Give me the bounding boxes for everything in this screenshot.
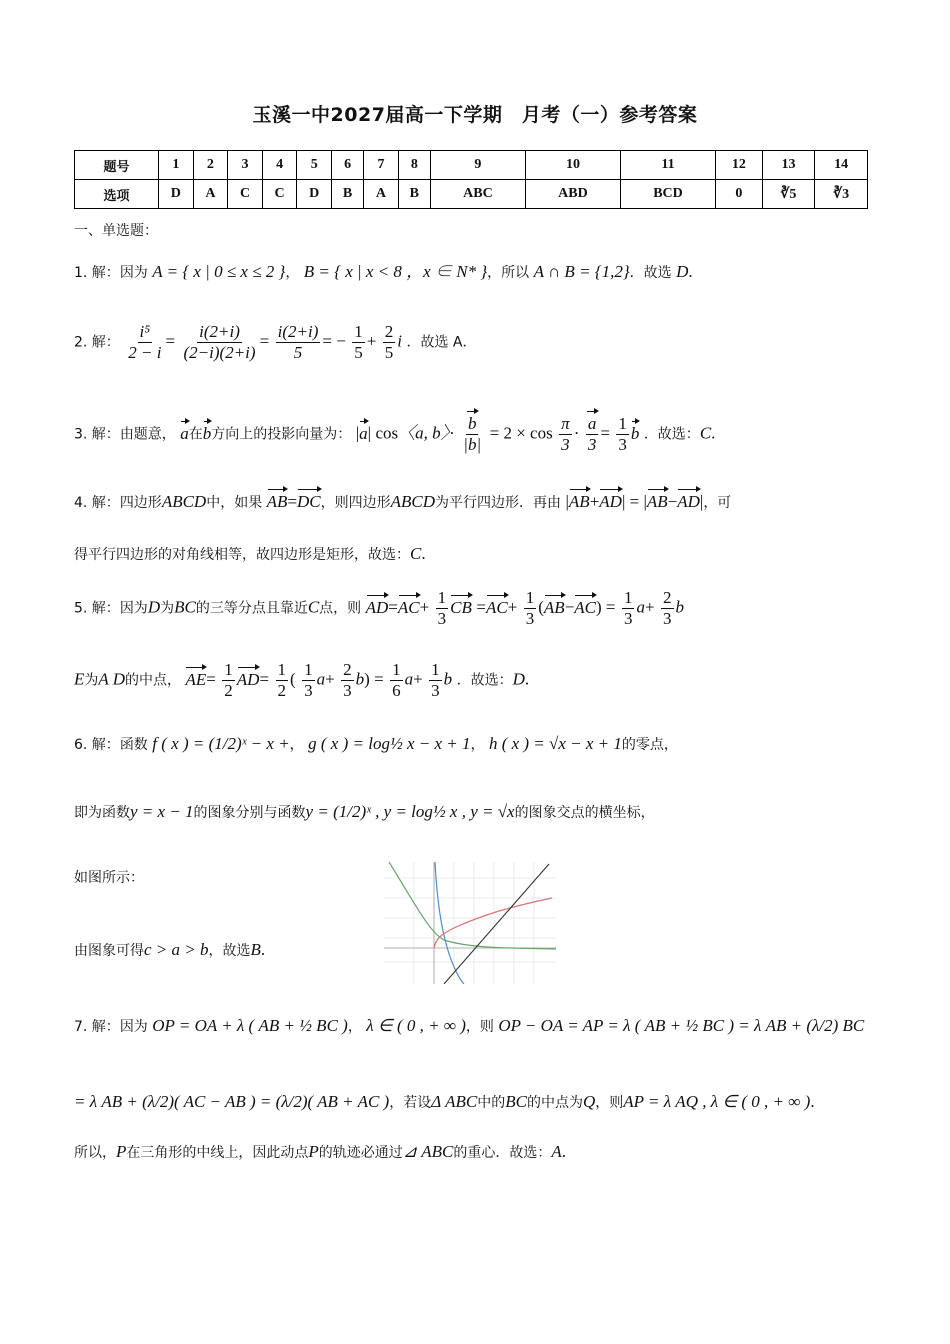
section-title: 一、单选题： — [74, 223, 158, 239]
q6-text: 的图象交点的横坐标， — [514, 805, 655, 821]
frac-bottom: 2 — [224, 681, 233, 700]
q7-segment: BC — [505, 1092, 527, 1111]
vector-a: a — [359, 423, 368, 443]
table-cell: BCD — [620, 180, 715, 209]
q3-solution: 3. 解：由题意， a在b方向上的投影向量为： |a| cos〈a, b〉· $\frac{b}{|b|}$ = 2 × cos $\frac{\pi}{3}$ · $\frac{a}{3}$ = $\frac{1}{3}$ b ．故选：C. — [74, 414, 716, 454]
q1-set-b: B = { x | x < 8 ，x ∈ N* } — [303, 262, 488, 281]
frac-top: 1 — [623, 588, 633, 607]
vector-ac: AC — [397, 597, 420, 617]
q6-text: 的图象分别与函数 — [193, 805, 306, 821]
q3-answer: C — [699, 423, 712, 443]
vector-b: b — [467, 435, 477, 454]
table-cell: 9 — [430, 151, 525, 180]
table-cell: 0 — [716, 180, 763, 209]
q7-lambda-range: λ ∈ ( 0 , + ∞ ) — [366, 1016, 466, 1035]
q5-point: E — [74, 669, 85, 689]
frac-bottom: 6 — [392, 681, 401, 700]
table-row-answers — [75, 180, 868, 209]
q7-expression: OP = OA + λ ( AB + ½ BC ) — [152, 1016, 348, 1035]
vector-ad: AD — [599, 492, 622, 511]
frac-top: i(2+i) — [199, 322, 240, 341]
q5-point: D — [147, 597, 161, 617]
q4-text: ，可 — [703, 495, 732, 511]
q5-segment: BC — [174, 597, 196, 617]
q1-text: ，所以 — [487, 265, 530, 281]
vector-ab: AB — [568, 492, 590, 511]
q7-text: 的中点为 — [526, 1095, 583, 1111]
q6-number: 6. 解： — [74, 737, 120, 753]
table-answer-label: 选项 — [75, 180, 159, 209]
frac-top: π — [561, 414, 570, 433]
vector-ad: AD — [236, 669, 260, 689]
page-title: 玉溪一中2027届高一下学期 月考（一）参考答案 — [252, 104, 698, 126]
table-cell: 14 — [815, 151, 868, 180]
frac-top: 1 — [618, 414, 627, 433]
frac-top: b — [467, 414, 477, 433]
frac-bottom: 3 — [304, 681, 313, 700]
frac-top: 2 — [384, 322, 394, 341]
q3-text: 在 — [188, 426, 203, 443]
q6-solution-line2 — [74, 802, 655, 823]
q3-text: 由题意， — [119, 426, 176, 443]
table-cell: 11 — [620, 151, 715, 180]
q7-number: 7. 解： — [74, 1019, 120, 1035]
frac-top: 1 — [354, 322, 363, 341]
frac-bottom: 3 — [618, 435, 627, 454]
q7-text: 所以， — [74, 1145, 116, 1161]
table-cell: 13 — [762, 151, 815, 180]
q7-text: 因为 — [119, 1019, 148, 1035]
q1-text: 因为 — [119, 265, 148, 281]
table-cell: ∛5 — [762, 180, 815, 209]
q1-solution — [74, 262, 693, 283]
q7-text: 的轨迹必通过 — [318, 1145, 403, 1161]
table-cell: 1 — [159, 151, 194, 180]
table-cell: 5 — [297, 151, 332, 180]
q6-function-h: h ( x ) = √x − x + 1 — [488, 734, 622, 753]
frac-bottom: 5 — [354, 343, 363, 362]
q6-solution: 6. 解：函数 f ( x ) = (1/2)ˣ − x +， g ( x ) = log½ x − x + 1， h ( x ) = √x − x + 1的零点， — [74, 734, 678, 753]
q7-text: ，若设 — [389, 1095, 432, 1111]
table-cell: B — [398, 180, 430, 209]
q6-text: 由图象可得 — [74, 943, 144, 959]
frac-top: i(2+i) — [277, 322, 319, 341]
q3-cos: cos — [375, 423, 399, 443]
vector-ac: AC — [485, 597, 508, 617]
q3-angle: 〈a, b〉 — [398, 423, 450, 443]
q4-text: 四边形 — [119, 495, 162, 511]
table-cell: C — [228, 180, 263, 209]
frac-top: 1 — [437, 588, 447, 607]
q5-text: ．故选： — [456, 672, 513, 689]
frac-bottom: 3 — [343, 681, 352, 700]
q2-conclusion: ．故选 A． — [406, 334, 477, 351]
q3-eq: = 2 × cos — [489, 423, 553, 443]
q2-number: 2. 解： — [74, 334, 120, 351]
q7-point: Q — [582, 1092, 596, 1111]
q6-answer: B — [250, 940, 261, 959]
q4-abcd: ABCD — [161, 492, 207, 511]
q1-text: ， — [285, 265, 300, 281]
q7-text: ，则 — [595, 1095, 624, 1111]
table-cell: 12 — [716, 151, 763, 180]
table-cell: 7 — [364, 151, 399, 180]
q6-function-f: f ( x ) = (1/2)ˣ − x + — [152, 734, 290, 753]
table-cell: 2 — [193, 151, 228, 180]
vector-ae: AE — [185, 669, 207, 689]
q1-intersection: A ∩ B = {1,2} — [533, 262, 630, 281]
q2-solution: 2. 解： $\frac{\text{i⁵}}{2 - i}$ = $\frac{i(2+i)}{(2-i)(2+i)}$ = $\frac{i(2+i)}{5}$ = − $\frac{1}{5}$ + $\frac{2}{5}$ i ．故选 A． — [74, 322, 477, 362]
frac-bottom: 3 — [431, 681, 440, 700]
q1-answer: D — [676, 262, 689, 281]
q6-functions: y = (1/2)ˣ , y = log½ x , y = √x — [305, 802, 515, 821]
q1-text: ．故选 — [629, 265, 672, 281]
frac-bottom: 3 — [663, 609, 672, 628]
q5-text: 为 — [84, 672, 99, 689]
frac-bottom: 3 — [623, 609, 633, 628]
vector-b: b — [202, 423, 212, 443]
frac-top: a — [587, 414, 597, 433]
table-cell: 6 — [331, 151, 363, 180]
q5-solution: 5. 解：因为D为BC的三等分点且靠近C点，则 AD=AC+ $\frac{1}{3}$ CB =AC+ $\frac{1}{3}$ (AB−AC) = $\frac{1}{3}$ a+ $\frac{2}{3}$ b — [74, 588, 685, 628]
q4-solution: 4. 解：四边形ABCD中，如果 AB=DC，则四边形ABCD为平行四边形．再由 |AB+AD| = |AB−AD|，可 — [74, 492, 732, 511]
table-cell: A — [193, 180, 228, 209]
q7-expression: AP = λ AQ , λ ∈ ( 0 , + ∞ ) — [623, 1092, 811, 1111]
frac-bottom: |b| — [463, 435, 482, 454]
table-cell: 4 — [262, 151, 297, 180]
q6-text: 如图所示： — [74, 870, 144, 886]
q5-text: 的三等分点且靠近 — [195, 600, 308, 617]
vector-b: b — [630, 423, 640, 443]
q4-text: 为平行四边形．再由 — [435, 495, 562, 511]
q5-segment: A D — [98, 669, 125, 689]
q4-number: 4. 解： — [74, 495, 120, 511]
table-cell: 8 — [398, 151, 430, 180]
q5-number: 5. 解： — [74, 600, 120, 617]
q6-text: 函数 — [119, 737, 148, 753]
q7-point: P — [116, 1142, 127, 1161]
vector-a: a — [180, 423, 189, 443]
vector-dc: DC — [297, 492, 321, 511]
q4-text: ，则四边形 — [320, 495, 391, 511]
q7-solution — [74, 1016, 864, 1037]
table-cell: C — [262, 180, 297, 209]
q1-number: 1. 解： — [74, 265, 120, 281]
q7-point: P — [308, 1142, 319, 1161]
q5-solution-line2: E为A D的中点， AE= $\frac{1}{2}$ AD= $\frac{1}{2}$ ( $\frac{1}{3}$ a+ $\frac{2}{3}$ b) = $\frac{1}{6}$ a+ $\frac{1}{3}$ b ．故选：D. — [74, 660, 530, 700]
frac-bottom: 2 — [277, 681, 286, 700]
table-cell: D — [159, 180, 194, 209]
vector-ad: AD — [677, 492, 700, 511]
frac-bottom: 3 — [525, 609, 535, 628]
q3-period: . — [711, 423, 716, 443]
q4-period: . — [421, 544, 426, 563]
q3-text: ．故选： — [643, 426, 700, 443]
table-cell: 10 — [525, 151, 620, 180]
function-graph — [384, 862, 556, 984]
frac-top: 1 — [392, 660, 401, 679]
q7-expression: OP − OA = AP = λ ( AB + ½ BC ) = λ AB + (λ/2) BC — [498, 1016, 865, 1035]
q5-text: 因为 — [119, 600, 148, 617]
q7-text: ， — [347, 1019, 362, 1035]
q5-answer: D — [512, 669, 525, 689]
q7-text: 的重心．故选： — [453, 1145, 552, 1161]
frac-top: 2 — [663, 588, 672, 607]
q6-text: ，故选 — [208, 943, 251, 959]
table-cell: A — [364, 180, 399, 209]
frac-top: 1 — [431, 660, 440, 679]
q6-solution-line3 — [74, 868, 144, 888]
frac-top: 1 — [525, 588, 535, 607]
q7-answer: A — [551, 1142, 562, 1161]
q7-triangle: ⊿ ABC — [402, 1142, 454, 1161]
q4-abcd: ABCD — [390, 492, 436, 511]
q6-function-g: g ( x ) = log½ x − x + 1 — [308, 734, 471, 753]
q6-text: 即为函数 — [74, 805, 130, 821]
q7-text: 在三角形的中线上，因此动点 — [126, 1145, 309, 1161]
table-cell: ∛3 — [815, 180, 868, 209]
frac-bottom: 3 — [587, 435, 597, 454]
frac-top: 1 — [277, 660, 286, 679]
graph-line — [444, 864, 549, 984]
vector-cb: CB — [450, 597, 472, 617]
q1-set-a: A = { x | 0 ≤ x ≤ 2 } — [152, 262, 286, 281]
frac-top: 1 — [304, 660, 313, 679]
table-cell: 3 — [228, 151, 263, 180]
q7-text: ，则 — [465, 1019, 494, 1035]
vector-ad: AD — [365, 597, 389, 617]
frac-bottom: 5 — [293, 343, 303, 362]
vector-ab: AB — [543, 597, 565, 617]
q6-period: . — [260, 940, 266, 959]
q6-text: 的零点， — [621, 737, 678, 753]
q4-answer: C — [410, 544, 422, 563]
q7-solution-line2: = λ AB + (λ/2)( AC − AB ) = (λ/2)( AB + AC )，若设Δ ABC中的BC的中点为Q，则AP = λ AQ , λ ∈ ( 0 , + ∞ ). — [74, 1092, 815, 1111]
q7-solution-line3: 所以，P在三角形的中线上，因此动点P的轨迹必通过⊿ ABC的重心．故选：A. — [74, 1142, 567, 1161]
frac-top: 2 — [343, 660, 352, 679]
table-row-numbers — [75, 151, 868, 180]
table-cell: ABD — [525, 180, 620, 209]
q5-point: C — [307, 597, 320, 617]
vector-ab: AB — [266, 492, 288, 511]
answer-table — [74, 150, 868, 209]
q4-text: 中，如果 — [206, 495, 263, 511]
q7-triangle: Δ ABC — [431, 1092, 478, 1111]
table-cell: B — [331, 180, 363, 209]
q5-text: 点，则 — [319, 600, 362, 617]
frac-bottom: 5 — [384, 343, 394, 362]
q7-expression: = λ AB + (λ/2)( AC − AB ) = (λ/2)( AB + AC ) — [74, 1092, 390, 1111]
q3-text: 方向上的投影向量为： — [211, 426, 352, 443]
q1-period: . — [688, 262, 693, 281]
q6-function: y = x − 1 — [130, 802, 194, 821]
frac-bottom: 3 — [561, 435, 570, 454]
frac-bottom: 3 — [437, 609, 447, 628]
q5-period: . — [524, 669, 530, 689]
frac-bottom: 2 − i — [128, 343, 162, 362]
frac-top: 1 — [224, 660, 233, 679]
frac-bottom: (2−i)(2+i) — [183, 343, 256, 362]
q5-text: 的中点， — [125, 672, 181, 689]
vector-ac: AC — [574, 597, 597, 617]
q4-solution-line2 — [74, 544, 426, 565]
q3-number: 3. 解： — [74, 426, 120, 443]
table-header-label: 题号 — [75, 151, 159, 180]
table-cell: ABC — [430, 180, 525, 209]
q7-text: 中的 — [477, 1095, 506, 1111]
frac-top: i⁵ — [139, 322, 151, 341]
q5-text: 为 — [160, 600, 175, 617]
q4-text: 得平行四边形的对角线相等，故四边形是矩形，故选： — [74, 547, 410, 563]
table-cell: D — [297, 180, 332, 209]
q6-solution-line4 — [74, 940, 265, 961]
q6-inequality: c > a > b — [144, 940, 209, 959]
vector-ab: AB — [646, 492, 668, 511]
